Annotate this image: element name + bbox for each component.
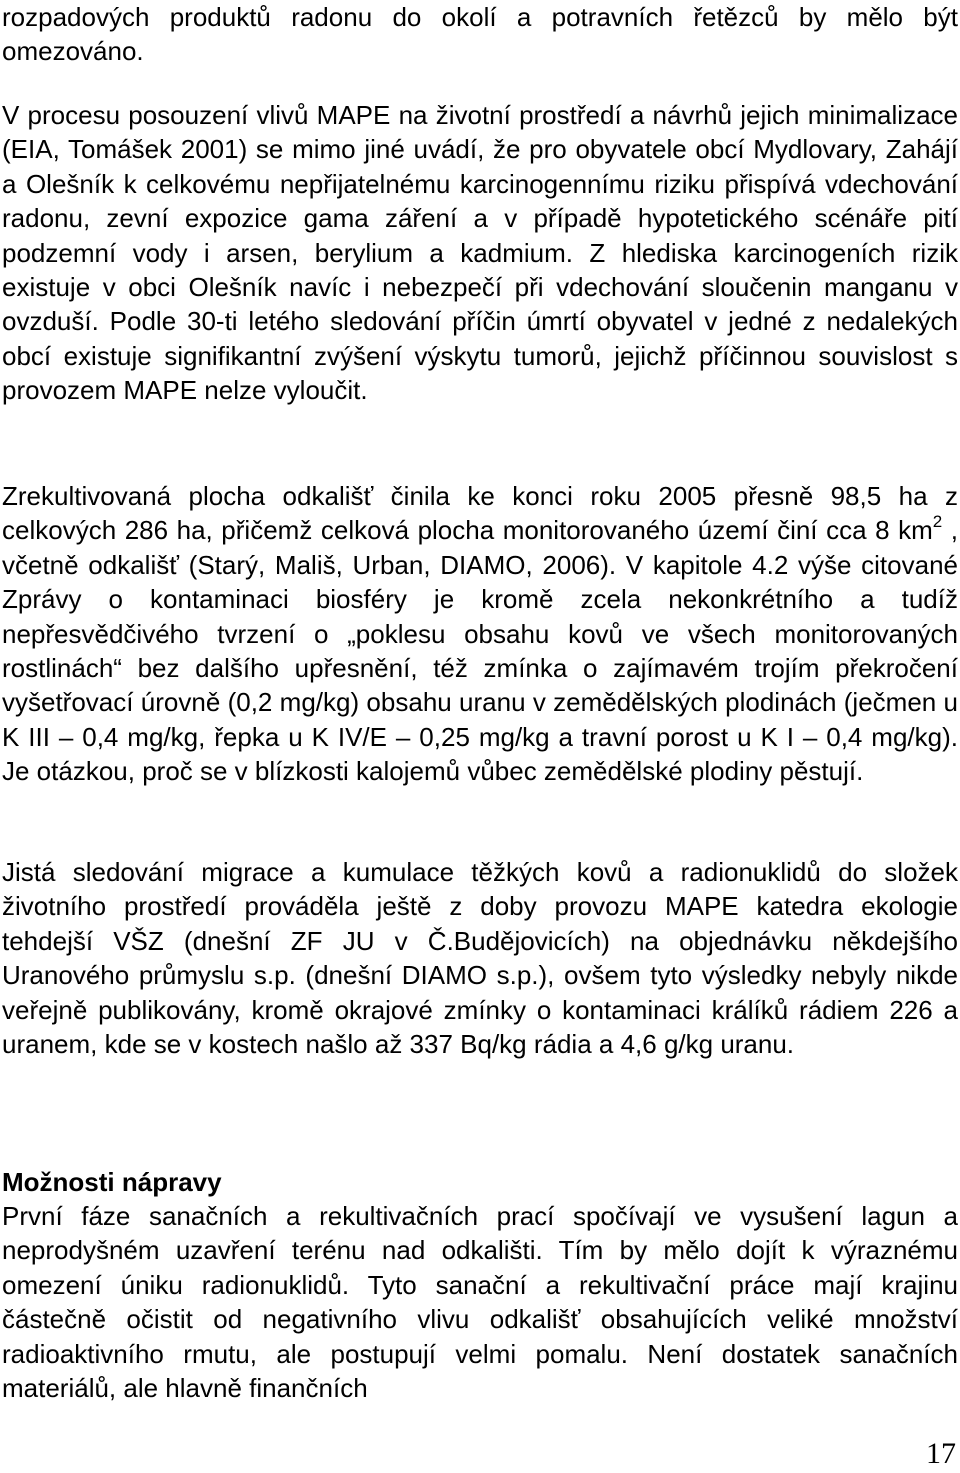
section-heading-remediation: Možnosti nápravy <box>2 1167 222 1197</box>
paragraph-remediation-phase: První fáze sanačních a rekultivačních prací spočívají ve vysušení lagun a neprodyšném uzavření terénu nad odkališti. Tím by mělo dojít k výraznému omezení úniku radionuklidů. Tyto sanační a rekultivační práce mají krajinu částečně očistit od negativního vlivu odkališť obsahujících veliké množství radioaktivního rmutu, ale postupují velmi pomalu. Není dostatek sanačních materiálů, ale hlavně finančních <box>2 1201 958 1404</box>
page-number: 17 <box>926 1437 956 1470</box>
paragraph-reclamation-area <box>2 479 958 789</box>
superscript-two: 2 <box>932 512 943 532</box>
paragraph-radon-products: rozpadových produktů radonu do okolí a potravních řetězců by mělo být omezováno. <box>2 2 958 67</box>
paragraph-reclamation-text-a: Zrekultivovaná plocha odkališť činila ke konci roku 2005 přesně 98,5 ha z celkových 286 ha, přičemž celková plocha monitorovaného území činí cca 8 km <box>2 481 958 546</box>
paragraph-reclamation-text-b: , včetně odkališť (Starý, Mališ, Urban, DIAMO, 2006). V kapitole 4.2 výše citované Zprávy o kontaminaci biosféry je kromě zcela nekonkrétního a tudíž nepřesvědčivého tvrzení o „poklesu obsahu kovů ve všech monitorovaných rostlinách“ bez dalšího upřesnění, též zmínka o zajímavém trojím překročení vyšetřovací úrovně (0,2 mg/kg) obsahu uranu v zemědělských plodinách (ječmen u K III – 0,4 mg/kg, řepka u K IV/E – 0,25 mg/kg a travní porost u K I – 0,4 mg/kg). Je otázkou, proč se v blízkosti kalojemů vůbec zemědělské plodiny pěstují. <box>2 515 958 787</box>
paragraph-heavy-metals-monitoring: Jistá sledování migrace a kumulace těžkých kovů a radionuklidů do složek životního prostředí prováděla ještě z doby provozu MAPE katedra ekologie tehdejší VŠZ (dnešní ZF JU v Č.Budějovicích) na objednávku někdejšího Uranového průmyslu s.p. (dnešní DIAMO s.p.), ovšem tyto výsledky nebyly nikde veřejně publikovány, kromě okrajové zmínky o kontaminaci králíků rádiem 226 a uranem, kde se v kostech našlo až 337 Bq/kg rádia a 4,6 g/kg uranu. <box>2 857 958 1060</box>
paragraph-eia-assessment: V procesu posouzení vlivů MAPE na životní prostředí a návrhů jejich minimalizace (EIA, Tomášek 2001) se mimo jiné uvádí, že pro obyvatele obcí Mydlovary, Zahájí a Olešník k celkovému nepřijatelnému karcinogennímu riziku přispívá vdechování radonu, zevní expozice gama záření a v případě hypotetického scénáře pití podzemní vody i arsen, berylium a kadmium. Z hlediska karcinogeních rizik existuje v obci Olešník navíc i nebezpečí při vdechování sloučenin manganu v ovzduší. Podle 30-ti letého sledování příčin úmrtí obyvatel v jedné z nedalekých obcí existuje signifikantní zvýšení výskytu tumorů, jejichž příčinnou souvislost s provozem MAPE nelze vyloučit. <box>2 100 958 406</box>
